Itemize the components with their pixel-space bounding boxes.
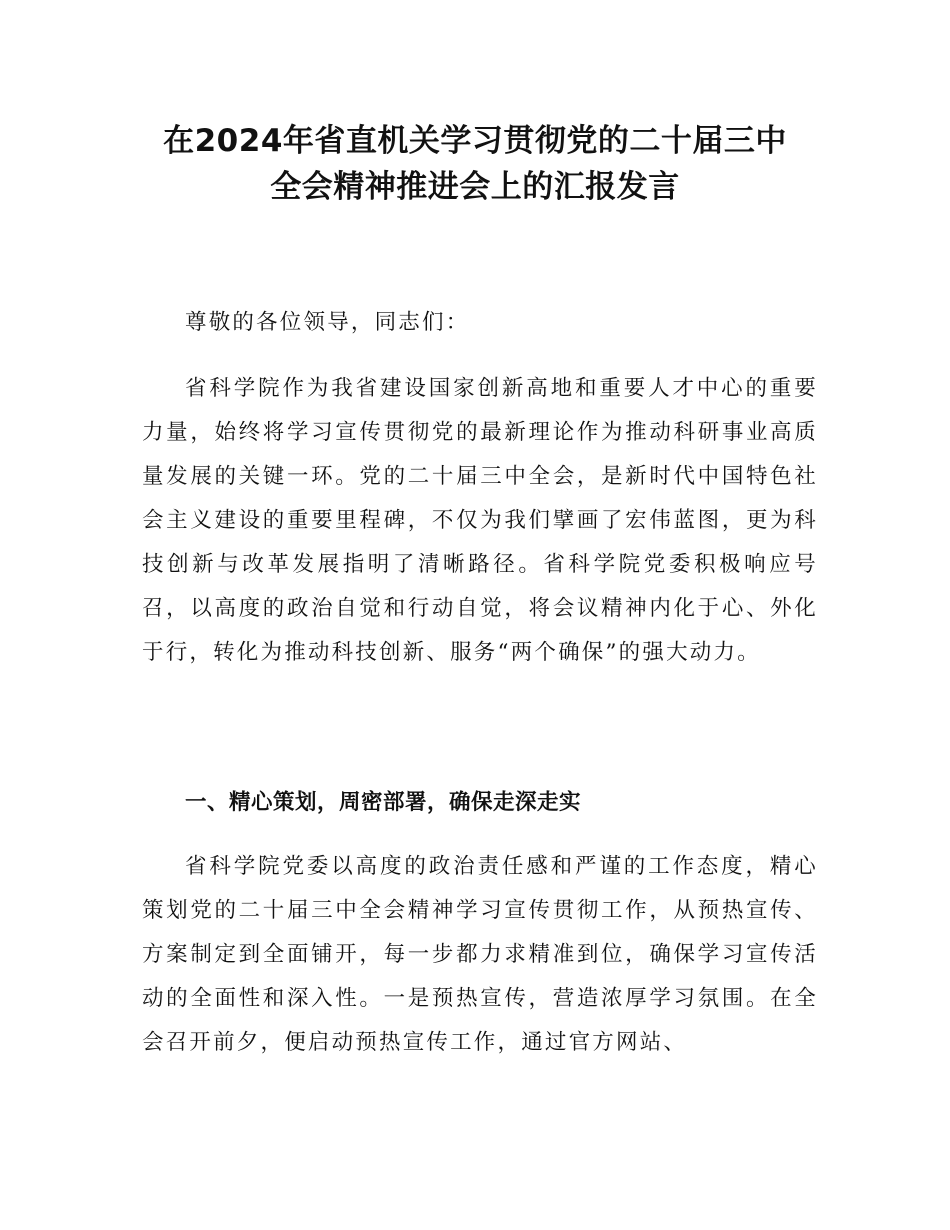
paragraph-block-1 (142, 367, 818, 675)
salutation-block (142, 301, 818, 345)
section-heading-block (142, 781, 818, 825)
body-paragraph-2: 省科学院党委以高度的政治责任感和严谨的工作态度，精心策划党的二十届三中全会精神学习宣传贯彻工作，从预热宣传、方案制定到全面铺开，每一步都力求精准到位，确保学习宣传活动的全面性和深入性。一是预热宣传，营造浓厚学习氛围。在全会召开前夕，便启动预热宣传工作，通过官方网站、 (142, 854, 818, 1055)
document-title-line-1: 在2024年省直机关学习贯彻党的二十届三中 (163, 123, 787, 159)
document-title-line-2: 全会精神推进会上的汇报发言 (270, 169, 680, 205)
section-heading-1: 一、精心策划，周密部署，确保走深走实 (185, 790, 582, 815)
salutation: 尊敬的各位领导，同志们： (185, 310, 470, 335)
body-paragraph-1: 省科学院作为我省建设国家创新高地和重要人才中心的重要力量，始终将学习宣传贯彻党的最新理论作为推动科研事业高质量发展的关键一环。党的二十届三中全会，是新时代中国特色社会主义建设的重要里程碑，不仅为我们擘画了宏伟蓝图，更为科技创新与改革发展指明了清晰路径。省科学院党委积极响应号召，以高度的政治自觉和行动自觉，将会议精神内化于心、外化于行，转化为推动科技创新、服务“两个确保”的强大动力。 (142, 376, 818, 665)
paragraph-block-2 (142, 845, 818, 1065)
